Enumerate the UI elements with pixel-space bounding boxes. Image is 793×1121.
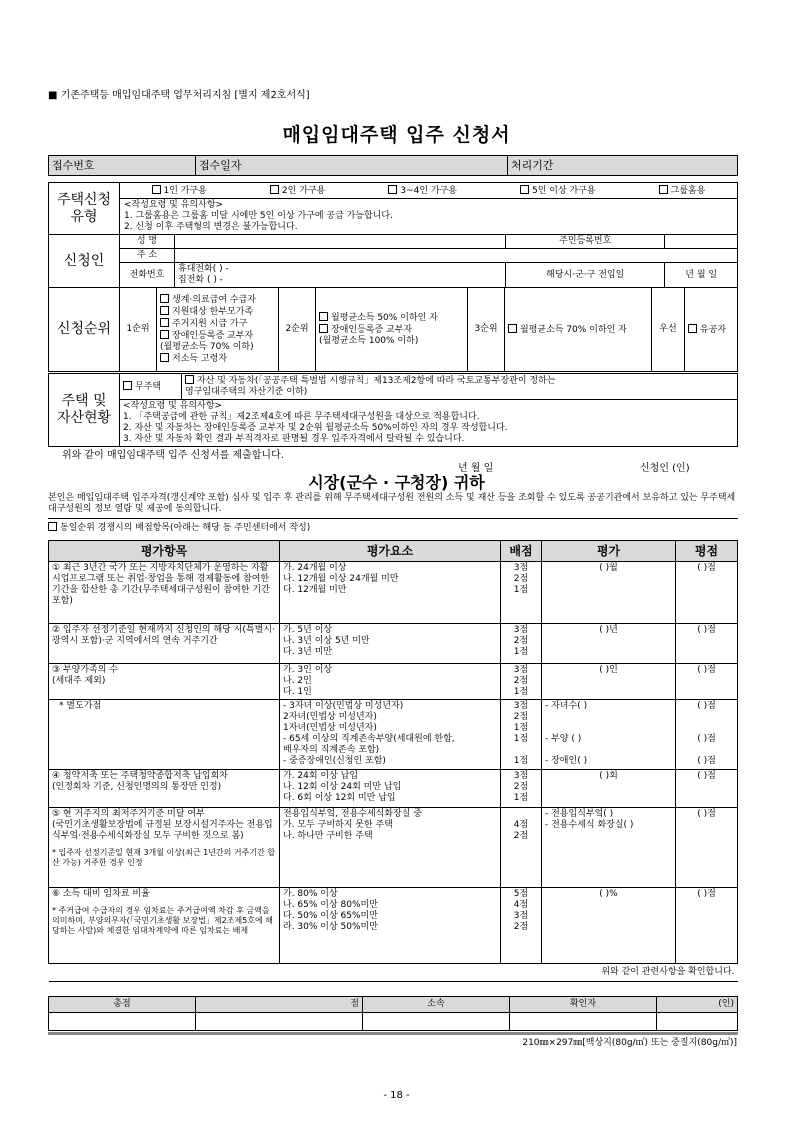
- asset-option[interactable]: 자산 및 자동차(「공공주택 특별법 시행규칙」제13조제2항에 따라 국토교통부장관이 정하는 영구임대주택의 자산기준 이하): [182, 374, 738, 400]
- type-options: [120, 184, 737, 199]
- page-title: 매입임대주택 입주 신청서: [282, 124, 511, 146]
- address-field[interactable]: [175, 249, 738, 263]
- p1-item-4[interactable]: 장애인등록증 교부자 (월평균소득 70% 이하): [160, 331, 254, 352]
- priority-table: [48, 287, 738, 372]
- eval-item: ② 입주자 선정기준일 현재까지 신청인의 해당 시(특별시·광역시 포함)·군 지역에서의 연속 거주기간: [49, 624, 280, 664]
- evaluation-table: [48, 540, 738, 982]
- mobile-field[interactable]: 휴대전화( ) -: [178, 264, 229, 274]
- recipient: 시장(군수 · 구청장) 귀하: [308, 473, 485, 492]
- residence-date-label: 해당시·군·구 전입일: [506, 263, 665, 288]
- checkbox-icon[interactable]: [160, 330, 169, 339]
- asset-table: [48, 373, 738, 447]
- eval-item: ③ 부양가족의 수 (세대주 제외): [49, 664, 280, 700]
- p1-item-2[interactable]: 지원대상 한부모가족: [160, 306, 275, 318]
- eval-points: 3점 2점 1점: [501, 624, 542, 664]
- total-unit: 점: [196, 997, 363, 1013]
- eval-score[interactable]: ( )점: [676, 664, 738, 700]
- checkbox-icon[interactable]: [270, 185, 279, 194]
- submit-date[interactable]: 년 월 일: [458, 463, 494, 474]
- rrn-field[interactable]: [665, 235, 738, 249]
- checkbox-icon[interactable]: [319, 312, 328, 321]
- affiliation-label: 소속: [363, 997, 510, 1013]
- eval-score[interactable]: ( )점: [676, 770, 738, 808]
- type-option-4[interactable]: 5인 이상 가구용: [520, 185, 596, 197]
- bottom-divider: [48, 1032, 738, 1035]
- eval-note: 동일순위 경쟁시의 배점항목(아래는 해당 동 주민센터에서 작성): [48, 522, 310, 534]
- checker-seal: (인): [657, 997, 738, 1013]
- eval-score[interactable]: ( )점: [676, 808, 738, 888]
- eval-points: 5점 4점 3점 2점: [501, 888, 542, 964]
- table-row: [49, 562, 738, 624]
- eval-elements: 가. 5년 이상 나. 3년 이상 5년 미만 다. 3년 미만: [280, 624, 501, 664]
- form-reference: ■ 기존주택등 매입임대주택 업무처리지침 [별지 제2호서식]: [48, 90, 310, 101]
- receipt-date-label: 접수일자: [196, 156, 508, 176]
- eval-item: ⑤ 현 거주지의 최저주거기준 미달 여부 (국민기초생활보장법에 규정된 보장시설거주자는 전용입식부엌·전용수세식화장실 모두 구비한 것으로 봄): [52, 809, 273, 841]
- eval-score[interactable]: ( )점: [676, 562, 738, 624]
- eval-points: 3점 2점 1점: [501, 664, 542, 700]
- p1-item-3[interactable]: 주거지원 시급 가구: [160, 318, 275, 330]
- type-label: 주택신청 유형: [49, 183, 120, 235]
- eval-elements: - 3자녀 이상(민법상 미성년자) 2자녀(민법상 미성년자) 1자녀(민법상 미성년자) - 65세 이상의 직계존속부양(세대원에 한함, 배우자의 직계존속 포함) - 중증장애인(신청인 포함): [280, 700, 501, 770]
- table-row: [49, 700, 738, 770]
- consent-statement: 본인은 매입임대주택 입주자격(갱신계약 포함) 심사 및 입주 후 관리를 위해 무주택세대구성원 전원의 소득 및 재산 등을 조회할 수 있도록 공공기관에서 보유하고 있는 무주택세대구성원의 정보 열람 및 제공에 동의합니다.: [48, 493, 736, 514]
- table-row: [49, 770, 738, 808]
- checkbox-icon[interactable]: [152, 185, 161, 194]
- eval-value[interactable]: - 자녀수( ) - 부양 ( ) - 장애인( ): [542, 700, 676, 770]
- name-field[interactable]: [175, 235, 506, 249]
- eval-points: 4점 2점: [501, 808, 542, 888]
- checker-label: 확인자: [510, 997, 657, 1013]
- type-option-5[interactable]: 그룹홈용: [659, 185, 706, 197]
- eval-header-score: 평점: [676, 541, 738, 562]
- eval-score[interactable]: ( )점: [676, 888, 738, 964]
- checkbox-icon[interactable]: [160, 306, 169, 315]
- divider: [48, 518, 738, 519]
- eval-value[interactable]: ( )인: [542, 664, 676, 700]
- eval-value[interactable]: ( )년: [542, 624, 676, 664]
- table-row: [49, 808, 738, 888]
- residence-date-field[interactable]: 년 월 일: [665, 263, 738, 288]
- applicant-label: 신청인: [49, 235, 120, 288]
- checkbox-icon[interactable]: [160, 353, 169, 362]
- submit-statement: 위와 같이 매입임대주택 입주 신청서를 제출합니다.: [62, 450, 284, 461]
- rrn-label: 주민등록번호: [506, 235, 665, 249]
- p1-item-1[interactable]: 생계·의료급여 수급자: [160, 294, 275, 306]
- home-phone-field[interactable]: 집전화 ( ) -: [178, 275, 223, 285]
- phone-label: 전화번호: [120, 263, 175, 288]
- priority-3-label: 3순위: [468, 288, 505, 372]
- preference-label: 우선: [652, 288, 685, 372]
- page-number: - 18 -: [383, 1090, 410, 1101]
- name-label: 성 명: [120, 235, 175, 249]
- confirm-statement: 위와 같이 관련사항을 확인합니다.: [49, 964, 738, 982]
- table-row: [49, 664, 738, 700]
- type-option-1[interactable]: 1인 가구용: [152, 185, 207, 197]
- checkbox-icon[interactable]: [123, 381, 132, 390]
- type-option-3[interactable]: 3~4인 가구용: [388, 185, 457, 197]
- eval-value[interactable]: ( )%: [542, 888, 676, 964]
- eval-elements: 가. 3인 이상 나. 2인 다. 1인: [280, 664, 501, 700]
- receipt-table: [48, 155, 738, 176]
- eval-header-eval: 평가: [542, 541, 676, 562]
- p2-item-1[interactable]: 월평균소득 50% 이하인 자: [319, 312, 464, 324]
- address-label: 주 소: [120, 249, 175, 263]
- total-score-field[interactable]: [196, 1013, 363, 1031]
- checkbox-icon[interactable]: [185, 375, 194, 384]
- table-row: [49, 624, 738, 664]
- p2-item-2[interactable]: 장애인등록증 교부자 (월평균소득 100% 이하): [319, 325, 419, 346]
- total-label: 총점: [49, 997, 196, 1013]
- applicant-signature[interactable]: 신청인 (인): [640, 463, 690, 474]
- eval-value[interactable]: ( )회: [542, 770, 676, 808]
- eval-elements: 가. 80% 이상 나. 65% 이상 80%미만 다. 50% 이상 65%미만 라. 30% 이상 50%미만: [280, 888, 501, 964]
- eval-value[interactable]: - 전용입식부엌( ) - 전용수세식 화장실( ): [542, 808, 676, 888]
- seal-field[interactable]: [657, 1013, 738, 1031]
- eval-elements: 가. 24개월 이상 나. 12개월 이상 24개월 미만 다. 12개월 미만: [280, 562, 501, 624]
- checkbox-icon[interactable]: [659, 185, 668, 194]
- eval-value[interactable]: ( )월: [542, 562, 676, 624]
- eval-item-note: * 입주자 선정기준일 현재 3개월 이상(최근 1년간의 거주기간 합산 가능) 거주한 경우 인정: [52, 848, 276, 867]
- pref-item[interactable]: 유공자: [685, 288, 738, 372]
- eval-elements: 전용입식부엌, 전용수세식화장실 중 가. 모두 구비하지 못한 주택 나. 하나만 구비한 주택: [280, 808, 501, 888]
- checkbox-icon[interactable]: [388, 185, 397, 194]
- receipt-no-label: 접수번호: [49, 156, 196, 176]
- eval-elements: 가. 24회 이상 납입 나. 12회 이상 24회 미만 납입 다. 6회 이상 12회 미만 납입: [280, 770, 501, 808]
- eval-header-points: 배점: [501, 541, 542, 562]
- eval-item: ① 최근 3년간 국가 또는 지방자치단체가 운영하는 자활시업프로그램 또는 취업·창업을 통해 경제활동에 참여한 기간을 합산한 총 기간(무주택세대구성원이 참여한 기간 포함): [49, 562, 280, 624]
- eval-points: 3점 2점 1점: [501, 562, 542, 624]
- checkbox-icon[interactable]: [160, 318, 169, 327]
- eval-item: ④ 청약저축 또는 주택청약종합저축 납입회차 (인정회차 기준, 신청인명의의 통장만 인정): [49, 770, 280, 808]
- priority-label: 신청순위: [49, 288, 120, 372]
- asset-notes: <작성요령 및 유의사항> 1. 「주택공급에 관한 규칙」제2조제4호에 따른 무주택세대구성원을 대상으로 적용합니다. 2. 자산 및 자동차는 장애인등록증 교부자 및 2순위 월평균소득 50%이하인 자의 경우 작성합니다. 3. 자산 및 자동차 확인 결과 부적격자로 판명될 경우 입주자격에서 탈락될 수 있습니다.: [120, 400, 738, 447]
- priority-2-label: 2순위: [279, 288, 316, 372]
- table-row: [49, 888, 738, 964]
- eval-item: * 별도가점: [49, 700, 280, 770]
- asset-label: 주택 및 자산현황: [49, 374, 120, 447]
- type-option-2[interactable]: 2인 가구용: [270, 185, 325, 197]
- checkbox-icon[interactable]: [508, 324, 517, 333]
- eval-header-elements: 평가요소: [280, 541, 501, 562]
- checkbox-icon[interactable]: [48, 522, 57, 531]
- no-house-option[interactable]: 무주택: [120, 374, 182, 400]
- checkbox-icon[interactable]: [688, 324, 697, 333]
- total-field[interactable]: [49, 1013, 196, 1031]
- priority-1-label: 1순위: [120, 288, 157, 372]
- footer-table: [48, 996, 738, 1031]
- paper-spec: 210㎜×297㎜[백상지(80g/㎡) 또는 중질지(80g/㎡)]: [522, 1038, 737, 1048]
- checkbox-icon[interactable]: [520, 185, 529, 194]
- eval-points: 3점 2점 1점 1점 1점: [501, 700, 542, 770]
- p3-item[interactable]: 월평균소득 70% 이하인 자: [505, 288, 652, 372]
- type-notes: <작성요령 및 유의사항> 1. 그룹홈용은 그룹홈 미달 시에만 5인 이상 가구에 공급 가능합니다. 2. 신청 이후 주택형의 변경은 불가능합니다.: [124, 199, 393, 232]
- eval-item: ⑥ 소득 대비 임차료 비율: [52, 889, 150, 899]
- affiliation-field[interactable]: [363, 1013, 510, 1031]
- p1-item-5[interactable]: 저소득 고령자: [160, 353, 275, 365]
- application-table: [48, 182, 738, 288]
- checkbox-icon[interactable]: [319, 324, 328, 333]
- checkbox-icon[interactable]: [160, 294, 169, 303]
- eval-score[interactable]: ( )점: [676, 624, 738, 664]
- eval-header-item: 평가항목: [49, 541, 280, 562]
- eval-score[interactable]: ( )점 ( )점 ( )점: [676, 700, 738, 770]
- processing-period-label: 처리기간: [508, 156, 738, 176]
- eval-points: 3점 2점 1점: [501, 770, 542, 808]
- checker-field[interactable]: [510, 1013, 657, 1031]
- eval-item-note: * 주거급여 수급자의 경우 임차료는 주거급여액 차감 후 금액을 의미하며, 부양의무자(「국민기초생활 보장법」제2조제5호에 해당하는 사람)와 체결한 임대차계약에 따른 임차료는 배제: [52, 906, 273, 935]
